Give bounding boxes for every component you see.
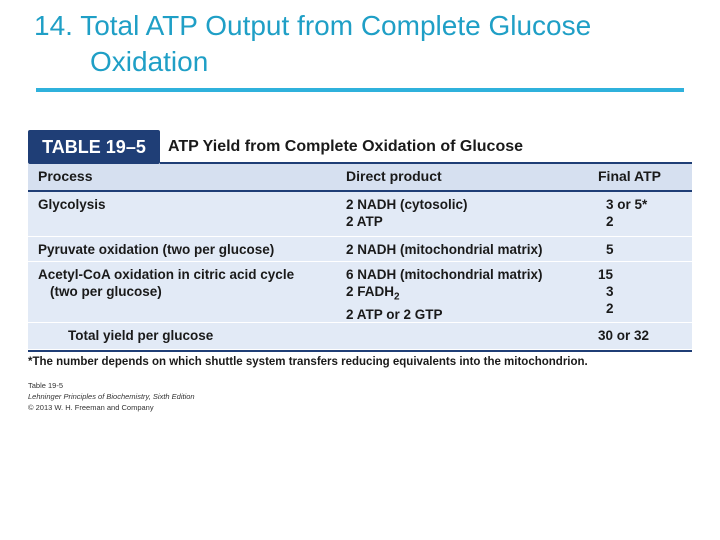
atp-value: 2 bbox=[606, 214, 614, 229]
product-text: 2 ATP or 2 GTP bbox=[346, 306, 443, 322]
product-text: 2 NADH (mitochondrial matrix) bbox=[346, 242, 543, 257]
atp-value: 3 bbox=[606, 284, 614, 299]
product-text-fadh bbox=[346, 283, 596, 306]
process-text: (two per glucose) bbox=[50, 284, 162, 299]
total-value: 30 or 32 bbox=[598, 328, 650, 343]
table-row bbox=[28, 192, 692, 237]
direct-product-cell bbox=[346, 266, 596, 323]
table-header-row bbox=[28, 164, 692, 192]
atp-yield-table bbox=[28, 164, 692, 352]
atp-value: 2 bbox=[606, 301, 614, 316]
source-credit bbox=[28, 380, 195, 413]
column-header-direct-product: Direct product bbox=[346, 168, 442, 184]
direct-product-cell bbox=[346, 196, 596, 230]
total-label: Total yield per glucose bbox=[68, 328, 214, 343]
credit-line: Lehninger Principles of Biochemistry, Sixth Edition bbox=[28, 392, 195, 401]
table-caption: ATP Yield from Complete Oxidation of Glucose bbox=[168, 138, 524, 155]
process-text: Pyruvate oxidation (two per glucose) bbox=[38, 242, 275, 257]
table-header bbox=[28, 130, 692, 166]
final-atp-cell bbox=[598, 196, 688, 230]
slide-title bbox=[34, 8, 714, 80]
credit-line: Table 19-5 bbox=[28, 381, 64, 390]
column-header-process: Process bbox=[38, 168, 93, 184]
table-row bbox=[28, 237, 692, 262]
process-text: Acetyl-CoA oxidation in citric acid cycle bbox=[38, 267, 295, 282]
product-text: 2 ATP bbox=[346, 214, 383, 229]
total-row bbox=[28, 323, 692, 350]
subscript: 2 bbox=[394, 291, 400, 303]
final-atp-cell bbox=[598, 241, 688, 258]
atp-value: 3 or 5* bbox=[606, 197, 648, 212]
table-number-badge: TABLE 19–5 bbox=[28, 130, 160, 164]
product-text: 2 FADH bbox=[346, 284, 395, 299]
product-text: 2 NADH (cytosolic) bbox=[346, 197, 468, 212]
title-underline bbox=[36, 88, 684, 92]
column-header-final-atp: Final ATP bbox=[598, 168, 661, 184]
process-text: Glycolysis bbox=[38, 197, 106, 212]
table-row bbox=[28, 262, 692, 323]
process-cell bbox=[38, 241, 338, 258]
atp-value: 15 bbox=[598, 267, 614, 282]
final-atp-cell bbox=[598, 266, 688, 317]
product-text: 6 NADH (mitochondrial matrix) bbox=[346, 267, 543, 282]
process-cell bbox=[38, 196, 338, 213]
table-footnote: *The number depends on which shuttle system transfers reducing equivalents into the mitochondrion. bbox=[28, 356, 588, 368]
process-cell bbox=[38, 266, 338, 300]
atp-value: 5 bbox=[606, 242, 614, 257]
slide-title-line1: 14. Total ATP Output from Complete Glucose bbox=[34, 10, 592, 41]
direct-product-cell bbox=[346, 241, 596, 258]
slide-title-line2: Oxidation bbox=[90, 46, 209, 77]
credit-line: © 2013 W. H. Freeman and Company bbox=[28, 403, 154, 412]
